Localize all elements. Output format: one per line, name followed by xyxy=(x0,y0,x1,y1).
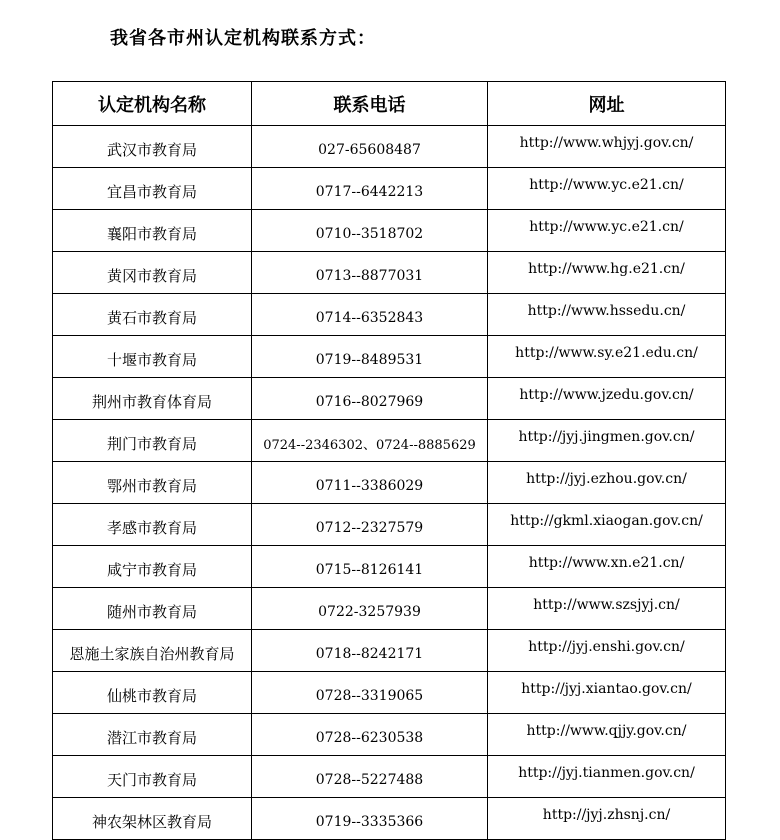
cell-phone: 0711--3386029 xyxy=(252,462,488,504)
header-phone: 联系电话 xyxy=(252,82,488,126)
cell-phone: 0728--3319065 xyxy=(252,672,488,714)
cell-name: 咸宁市教育局 xyxy=(53,546,252,588)
cell-name: 孝感市教育局 xyxy=(53,504,252,546)
cell-url[interactable]: http://www.yc.e21.cn/ xyxy=(488,210,726,252)
cell-name: 十堰市教育局 xyxy=(53,336,252,378)
cell-url[interactable]: http://www.whjyj.gov.cn/ xyxy=(488,126,726,168)
cell-url[interactable]: http://www.sy.e21.edu.cn/ xyxy=(488,336,726,378)
cell-url[interactable]: http://jyj.zhsnj.cn/ xyxy=(488,798,726,840)
cell-name: 恩施土家族自治州教育局 xyxy=(53,630,252,672)
cell-url[interactable]: http://www.hssedu.cn/ xyxy=(488,294,726,336)
cell-url[interactable]: http://jyj.tianmen.gov.cn/ xyxy=(488,756,726,798)
cell-url[interactable]: http://www.qjjy.gov.cn/ xyxy=(488,714,726,756)
cell-phone: 027-65608487 xyxy=(252,126,488,168)
cell-name: 武汉市教育局 xyxy=(53,126,252,168)
cell-phone: 0712--2327579 xyxy=(252,504,488,546)
cell-phone: 0717--6442213 xyxy=(252,168,488,210)
cell-url[interactable]: http://jyj.enshi.gov.cn/ xyxy=(488,630,726,672)
table-row xyxy=(53,546,726,588)
cell-url[interactable]: http://www.szsjyj.cn/ xyxy=(488,588,726,630)
header-url: 网址 xyxy=(488,82,726,126)
table-row xyxy=(53,630,726,672)
cell-name: 荆州市教育体育局 xyxy=(53,378,252,420)
header-name: 认定机构名称 xyxy=(53,82,252,126)
table-row xyxy=(53,798,726,840)
table-row xyxy=(53,336,726,378)
cell-phone: 0714--6352843 xyxy=(252,294,488,336)
table-row xyxy=(53,126,726,168)
cell-name: 宜昌市教育局 xyxy=(53,168,252,210)
table-row xyxy=(53,294,726,336)
cell-name: 天门市教育局 xyxy=(53,756,252,798)
cell-phone: 0718--8242171 xyxy=(252,630,488,672)
cell-url[interactable]: http://www.yc.e21.cn/ xyxy=(488,168,726,210)
cell-url[interactable]: http://www.hg.e21.cn/ xyxy=(488,252,726,294)
table-header-row xyxy=(53,82,726,126)
cell-url[interactable]: http://www.xn.e21.cn/ xyxy=(488,546,726,588)
cell-phone: 0710--3518702 xyxy=(252,210,488,252)
cell-phone: 0713--8877031 xyxy=(252,252,488,294)
cell-name: 荆门市教育局 xyxy=(53,420,252,462)
cell-phone: 0722-3257939 xyxy=(252,588,488,630)
cell-phone: 0715--8126141 xyxy=(252,546,488,588)
table-row xyxy=(53,588,726,630)
table-row xyxy=(53,252,726,294)
table-row xyxy=(53,756,726,798)
cell-url[interactable]: http://jyj.ezhou.gov.cn/ xyxy=(488,462,726,504)
cell-url[interactable]: http://jyj.jingmen.gov.cn/ xyxy=(488,420,726,462)
table-row xyxy=(53,420,726,462)
cell-name: 神农架林区教育局 xyxy=(53,798,252,840)
table-row xyxy=(53,210,726,252)
cell-name: 鄂州市教育局 xyxy=(53,462,252,504)
cell-name: 潜江市教育局 xyxy=(53,714,252,756)
table-row xyxy=(53,462,726,504)
cell-name: 襄阳市教育局 xyxy=(53,210,252,252)
table-row xyxy=(53,672,726,714)
page-title: 我省各市州认定机构联系方式： xyxy=(110,28,376,49)
cell-name: 仙桃市教育局 xyxy=(53,672,252,714)
cell-phone: 0724--2346302、0724--8885629 xyxy=(252,420,488,462)
cell-url[interactable]: http://gkml.xiaogan.gov.cn/ xyxy=(488,504,726,546)
table-row xyxy=(53,714,726,756)
cell-phone: 0728--6230538 xyxy=(252,714,488,756)
cell-phone: 0728--5227488 xyxy=(252,756,488,798)
cell-url[interactable]: http://www.jzedu.gov.cn/ xyxy=(488,378,726,420)
cell-name: 黄冈市教育局 xyxy=(53,252,252,294)
cell-name: 随州市教育局 xyxy=(53,588,252,630)
contact-table xyxy=(52,81,726,840)
cell-name: 黄石市教育局 xyxy=(53,294,252,336)
cell-phone: 0719--8489531 xyxy=(252,336,488,378)
table-row xyxy=(53,378,726,420)
cell-url[interactable]: http://jyj.xiantao.gov.cn/ xyxy=(488,672,726,714)
table-row xyxy=(53,504,726,546)
cell-phone: 0719--3335366 xyxy=(252,798,488,840)
table-row xyxy=(53,168,726,210)
cell-phone: 0716--8027969 xyxy=(252,378,488,420)
